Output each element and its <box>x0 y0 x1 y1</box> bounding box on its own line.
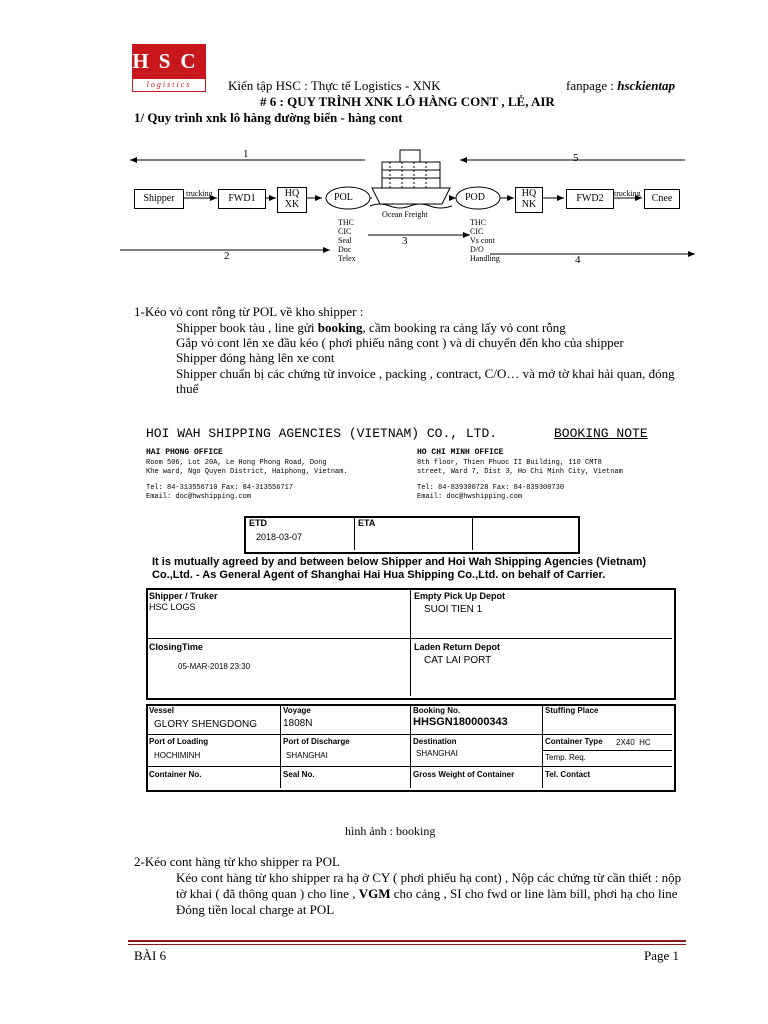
node-fwd2: FWD2 <box>566 189 614 209</box>
hp-tel: Tel: 84-313556710 Fax: 84-313556717 <box>146 484 294 492</box>
vessel-label: Vessel <box>149 706 174 715</box>
ocean-freight-label: Ocean Freight <box>382 210 428 219</box>
gross-weight-label: Gross Weight of Container <box>413 770 515 779</box>
seal-label: Seal No. <box>283 770 315 779</box>
dest-value: SHANGHAI <box>416 749 458 758</box>
arrow-2-label: 2 <box>224 250 230 262</box>
hp-office: HAI PHONG OFFICE <box>146 448 223 457</box>
hq-nk-line2: NK <box>521 199 537 210</box>
pol-label: Port of Loading <box>149 737 209 746</box>
pol-charge: Doc <box>338 245 352 254</box>
footer-rule-thin <box>128 944 686 945</box>
etd-value: 2018-03-07 <box>256 532 303 542</box>
booking-doc-title: BOOKING NOTE <box>554 426 648 441</box>
hcm-tel: Tel: 84-839300728 Fax: 84-839300730 <box>417 484 565 492</box>
image-caption: hình ảnh : booking <box>345 824 436 838</box>
shipper-label: Shipper / Truker <box>149 591 218 601</box>
footer-lesson: BÀI 6 <box>134 948 167 963</box>
node-fwd1: FWD1 <box>218 189 266 209</box>
fanpage <box>566 78 675 94</box>
pol-charge: Seal <box>338 236 352 245</box>
hq-xk-line2: XK <box>284 199 300 210</box>
node-pol: POL <box>334 192 353 203</box>
pol-value: HOCHIMINH <box>154 751 201 760</box>
fanpage-name: hsckientap <box>617 78 676 93</box>
hp-email: Email: doc@hwshipping.com <box>146 493 252 501</box>
laden-value: CAT LAI PORT <box>424 655 492 666</box>
pod-label: Port of Discharge <box>283 737 350 746</box>
hcm-office: HO CHI MINH OFFICE <box>417 448 504 457</box>
ctype-value: 2X40 HC <box>616 738 651 747</box>
dest-label: Destination <box>413 737 457 746</box>
trucking-label-1: trucking <box>186 189 213 198</box>
tel-contact-label: Tel. Contact <box>545 770 591 779</box>
booking-no-value: HHSGN180000343 <box>413 716 508 728</box>
ship-icon <box>370 150 452 208</box>
etd-label: ETD <box>249 518 267 528</box>
voyage-label: Voyage <box>283 706 311 715</box>
node-hq-xk <box>277 187 307 213</box>
arrow-3-label: 3 <box>402 235 408 247</box>
booking-no-label: Booking No. <box>413 706 461 715</box>
trucking-label-2: trucking <box>614 189 641 198</box>
hq-nk-line1: HQ <box>521 188 537 199</box>
voyage-value: 1808N <box>283 718 313 729</box>
pol-charge: CIC <box>338 227 352 236</box>
footer-page-number: Page 1 <box>644 948 680 963</box>
arrow-4-label: 4 <box>575 254 581 266</box>
arrow-5-label: 5 <box>573 152 579 164</box>
step1-line4a: Shipper chuẩn bị các chứng từ invoice , packing , contract, C/O… và mở tờ khai hải quan, đóng <box>176 366 675 381</box>
node-pod: POD <box>465 192 486 203</box>
pod-charge: D/O <box>470 245 484 254</box>
hcm-addr1: 8th floor, Thien Phuoc II Building, 110 CMT8 <box>417 459 602 467</box>
vessel-value: GLORY SHENGDONG <box>154 719 257 730</box>
process-diagram <box>120 140 700 270</box>
ctype-label: Container Type <box>545 737 603 746</box>
shipper-depot-block <box>146 588 676 700</box>
booking-note-image <box>134 408 690 790</box>
logo-name: HSC <box>132 44 206 78</box>
hcm-email: Email: doc@hwshipping.com <box>417 493 523 501</box>
section-heading: 1/ Quy trình xnk lô hàng đường biển - hàng cont <box>134 110 403 125</box>
pol-charge: Telex <box>338 254 356 263</box>
hq-xk-line1: HQ <box>284 188 300 199</box>
pod-charge: CIC <box>470 227 484 236</box>
temp-label: Temp. Req. <box>545 753 586 762</box>
hcm-addr2: street, Ward 7, Dist 3, Ho Chi Minh City, Vietnam <box>417 468 623 476</box>
step1-line2: Gắp vỏ cont lên xe đầu kéo ( phơi phiếu nâng cont ) và di chuyển đến kho của shipper <box>176 335 624 350</box>
pod-charge: THC <box>470 218 486 227</box>
agreement-line1: It is mutually agreed by and between below Shipper and Hoi Wah Shipping Agencies (Vietnam) <box>152 556 647 568</box>
node-cnee: Cnee <box>644 189 680 209</box>
empty-depot-value: SUOI TIEN 1 <box>424 604 483 615</box>
stuffing-label: Stuffing Place <box>545 706 599 715</box>
page-subtitle: # 6 : QUY TRÌNH XNK LÔ HÀNG CONT , LẺ, AIR <box>260 94 555 109</box>
fanpage-label: fanpage : <box>566 78 615 93</box>
eta-label: ETA <box>358 518 376 528</box>
hp-addr2: Khe ward, Ngo Quyen District, Haiphong, Vietnam. <box>146 468 348 476</box>
container-no-label: Container No. <box>149 770 202 779</box>
header-title: Kiến tập HSC : Thực tế Logistics - XNK <box>228 78 441 93</box>
laden-label: Laden Return Depot <box>414 642 501 652</box>
pod-charges <box>470 218 500 263</box>
node-hq-nk <box>515 187 543 213</box>
vessel-block <box>146 704 676 792</box>
pol-charges <box>338 218 356 263</box>
step1-line1: Shipper book tàu , line gửi booking, cầm booking ra cảng lấy vỏ cont rỗng <box>176 320 566 335</box>
shipper-value: HSC LOGS <box>149 602 196 612</box>
step2-line1: Kéo cont hàng từ kho shipper ra hạ ở CY ( phơi phiếu hạ cont) , Nộp các chứng từ cần thiết : nộp <box>176 870 682 885</box>
pod-charge: Vs cont <box>470 236 495 245</box>
logo-sub: logistics <box>132 78 206 92</box>
booking-company: HOI WAH SHIPPING AGENCIES (VIETNAM) CO., LTD. <box>146 426 498 441</box>
closing-label: ClosingTime <box>149 642 203 652</box>
step2-line3: Đóng tiền local charge at POL <box>176 902 335 917</box>
step2-line2: tờ khai ( đã thông quan ) cho line , VGM cho cảng , SI cho fwd or line làm bill, phơi hạ cho line <box>176 886 678 901</box>
arrow-1-label: 1 <box>243 148 249 160</box>
pol-charge: THC <box>338 218 354 227</box>
closing-value: 05-MAR-2018 23:30 <box>178 662 251 671</box>
step1-line3: Shipper đóng hàng lên xe cont <box>176 350 335 365</box>
step2-title: 2-Kéo cont hàng từ kho shipper ra POL <box>134 854 340 869</box>
pod-charge: Handling <box>470 254 500 263</box>
node-shipper: Shipper <box>134 189 184 209</box>
empty-depot-label: Empty Pick Up Depot <box>414 591 506 601</box>
hsc-logo <box>132 44 206 90</box>
footer-rule <box>128 940 686 942</box>
hp-addr1: Room 506, Lot 20A, Le Hong Phong Road, Dong <box>146 459 327 467</box>
step1-line4b: thuế <box>176 381 199 396</box>
pod-value: SHANGHAI <box>286 751 328 760</box>
step1-title: 1-Kéo vỏ cont rỗng từ POL về kho shipper : <box>134 304 364 319</box>
agreement-line2: Co.,Ltd. - As General Agent of Shanghai Hai Hua Shipping Co.,Ltd. on behalf of Carrier. <box>152 569 606 581</box>
